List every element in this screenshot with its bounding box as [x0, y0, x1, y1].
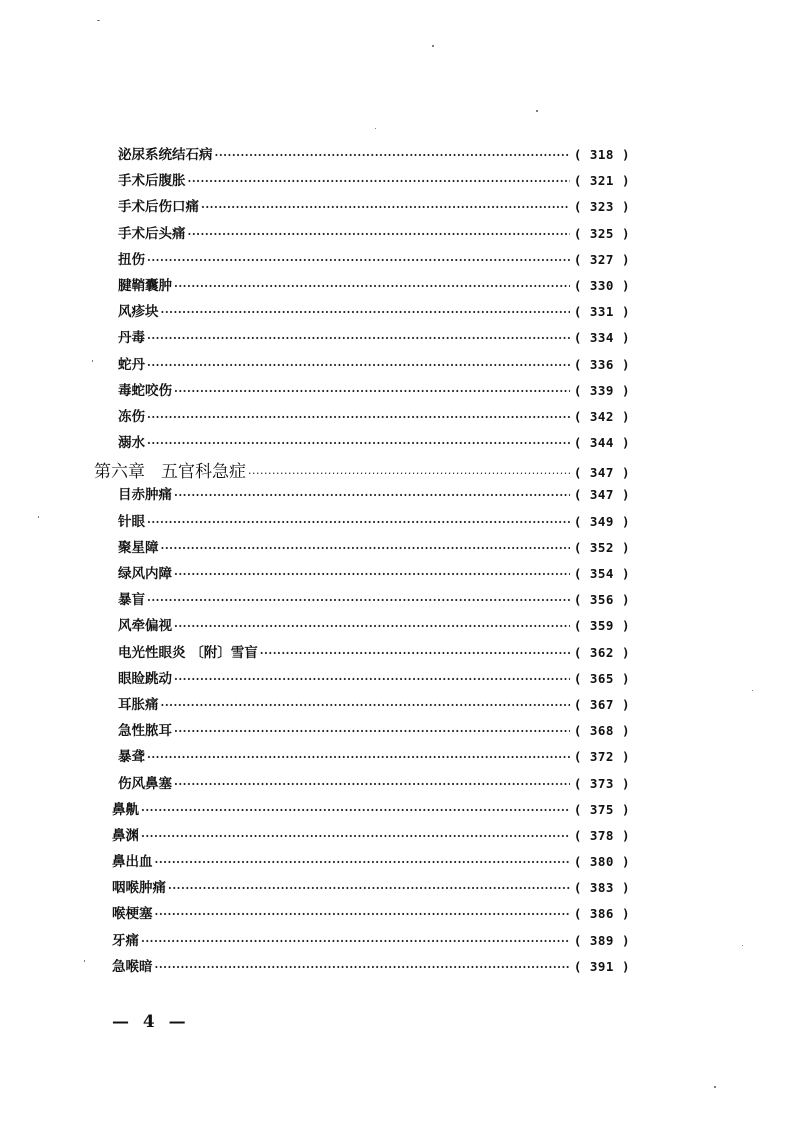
- scan-speck: [742, 945, 743, 946]
- toc-entry-title: 急性脓耳: [118, 723, 172, 740]
- toc-entry: [94, 431, 630, 457]
- toc-entry-page: ( 349 ): [573, 513, 630, 529]
- toc-entry-title: 喉梗塞: [112, 906, 153, 923]
- toc-entry-page: ( 344 ): [573, 435, 630, 451]
- toc-leader-dots: [155, 961, 570, 974]
- toc-entry-page: ( 378 ): [573, 827, 630, 843]
- toc-leader-dots: [174, 673, 570, 686]
- chapter-number: 第六章: [94, 462, 145, 483]
- toc-entry-title: 手术后腹胀: [118, 173, 186, 190]
- toc-entry-page: ( 323 ): [573, 199, 630, 215]
- toc-entry-page: ( 339 ): [573, 382, 630, 398]
- toc-leader-dots: [141, 804, 570, 817]
- toc-leader-dots: [174, 385, 570, 398]
- toc-entry-page: ( 330 ): [573, 277, 630, 293]
- toc-entry-title: 伤风鼻塞: [118, 775, 172, 792]
- toc-entry: [94, 902, 630, 928]
- toc-entry-page: ( 362 ): [573, 644, 630, 660]
- toc-entry-page: ( 347 ): [573, 465, 630, 481]
- toc-entry-title: 目赤肿痛: [118, 487, 172, 504]
- toc-leader-dots: [174, 280, 570, 293]
- table-of-contents: [94, 143, 630, 981]
- toc-entry-page: ( 365 ): [573, 670, 630, 686]
- toc-entry: [94, 300, 630, 326]
- toc-leader-dots: [147, 359, 570, 372]
- scan-speck: [92, 360, 93, 362]
- toc-entry-title: 风疹块: [118, 304, 159, 321]
- scan-speck: [97, 20, 100, 21]
- toc-entry-title: 暴聋: [118, 749, 145, 766]
- toc-leader-dots: [201, 201, 570, 214]
- scan-speck: [714, 1086, 716, 1088]
- scan-speck: [752, 690, 753, 691]
- toc-entry-page: ( 367 ): [573, 696, 630, 712]
- scan-speck: [432, 45, 434, 47]
- toc-entry-title: 鼻渊: [112, 827, 139, 844]
- toc-leader-dots: [147, 594, 570, 607]
- toc-entry-title: 蛇丹: [118, 356, 145, 373]
- toc-entry-page: ( 325 ): [573, 225, 630, 241]
- toc-chapter-heading: [94, 457, 630, 483]
- toc-leader-dots: [161, 542, 570, 555]
- toc-entry-title: 电光性眼炎 〔附〕雪盲: [118, 644, 258, 661]
- toc-leader-dots: [260, 647, 570, 660]
- toc-entry: [94, 667, 630, 693]
- toc-leader-dots: [174, 778, 570, 791]
- toc-entry-page: ( 327 ): [573, 251, 630, 267]
- toc-entry-title: 暴盲: [118, 592, 145, 609]
- toc-leader-dots: [155, 908, 570, 921]
- toc-entry-title: 针眼: [118, 513, 145, 530]
- toc-leader-dots: [188, 228, 570, 241]
- toc-entry-page: ( 342 ): [573, 408, 630, 424]
- toc-entry-page: ( 386 ): [573, 906, 630, 922]
- toc-entry: [94, 483, 630, 509]
- toc-entry-page: ( 373 ): [573, 775, 630, 791]
- toc-entry: [94, 169, 630, 195]
- toc-leader-dots: [174, 568, 570, 581]
- toc-entry: [94, 562, 630, 588]
- toc-entry-title: 耳胀痛: [118, 696, 159, 713]
- toc-entry-page: ( 383 ): [573, 880, 630, 896]
- chapter-title: 五官科急症: [161, 462, 246, 483]
- toc-entry-title: 鼻鼽: [112, 801, 139, 818]
- toc-entry: [94, 222, 630, 248]
- toc-leader-dots: [147, 516, 570, 529]
- toc-leader-dots: [147, 411, 570, 424]
- toc-entry: [94, 745, 630, 771]
- toc-leader-dots: [147, 332, 570, 345]
- toc-leader-dots: [188, 175, 570, 188]
- toc-entry: [94, 614, 630, 640]
- toc-entry-page: ( 389 ): [573, 932, 630, 948]
- toc-entry: [94, 876, 630, 902]
- toc-entry-title: 腱鞘囊肿: [118, 277, 172, 294]
- toc-leader-dots: [147, 751, 570, 764]
- toc-entry-title: 咽喉肿痛: [112, 880, 166, 897]
- toc-leader-dots: [174, 489, 570, 502]
- toc-entry-page: ( 372 ): [573, 749, 630, 765]
- toc-entry-page: ( 318 ): [573, 147, 630, 162]
- scan-speck: [84, 960, 85, 962]
- toc-leader-dots: [215, 149, 570, 162]
- toc-leader-dots: [141, 830, 570, 843]
- toc-entry: [94, 824, 630, 850]
- toc-entry: [94, 693, 630, 719]
- toc-entry-title: 鼻出血: [112, 854, 153, 871]
- scan-speck: [38, 516, 39, 518]
- toc-entry-title: 手术后伤口痛: [118, 199, 199, 216]
- scan-speck: [375, 128, 376, 129]
- toc-leader-dots: [174, 725, 570, 738]
- toc-entry-page: ( 331 ): [573, 304, 630, 320]
- toc-entry: [94, 772, 630, 798]
- toc-entry: [94, 719, 630, 745]
- toc-entry: [94, 143, 630, 169]
- toc-entry-page: ( 356 ): [573, 592, 630, 608]
- toc-entry-page: ( 334 ): [573, 330, 630, 346]
- toc-entry: [94, 405, 630, 431]
- toc-entry-title: 溺水: [118, 435, 145, 452]
- toc-entry-title: 绿风内障: [118, 566, 172, 582]
- toc-entry: [94, 641, 630, 667]
- toc-entry-page: ( 359 ): [573, 618, 630, 634]
- toc-entry-page: ( 321 ): [573, 173, 630, 189]
- toc-entry-page: ( 347 ): [573, 487, 630, 503]
- toc-entry: [94, 798, 630, 824]
- toc-entry-title: 牙痛: [112, 932, 139, 949]
- toc-entry: [94, 536, 630, 562]
- toc-entry: [94, 510, 630, 536]
- toc-entry: [94, 929, 630, 955]
- toc-entry-page: ( 352 ): [573, 539, 630, 555]
- page-number: — 4 —: [112, 1012, 190, 1032]
- toc-leader-dots: [155, 856, 570, 869]
- toc-entry-title: 毒蛇咬伤: [118, 382, 172, 399]
- toc-leader-dots: [161, 306, 570, 319]
- toc-entry: [94, 248, 630, 274]
- toc-entry: [94, 353, 630, 379]
- toc-entry: [94, 274, 630, 300]
- toc-leader-dots: [141, 935, 570, 948]
- toc-entry-title: 手术后头痛: [118, 225, 186, 242]
- toc-entry-page: ( 336 ): [573, 356, 630, 372]
- toc-leader-dots: [147, 437, 570, 450]
- toc-leader-dots: [147, 254, 570, 267]
- toc-entry: [94, 850, 630, 876]
- toc-entry: [94, 195, 630, 221]
- toc-entry-title: 眼睑跳动: [118, 670, 172, 687]
- toc-entry-title: 丹毒: [118, 330, 145, 347]
- toc-entry-title: 急喉暗: [112, 958, 153, 975]
- toc-entry: [94, 955, 630, 981]
- scan-speck: [536, 110, 538, 112]
- toc-entry-page: ( 391 ): [573, 958, 630, 974]
- toc-entry-page: ( 354 ): [573, 566, 630, 581]
- toc-entry-title: 泌尿系统结石病: [118, 147, 213, 163]
- toc-entry-title: 扭伤: [118, 251, 145, 268]
- toc-entry: [94, 326, 630, 352]
- toc-entry-title: 聚星障: [118, 539, 159, 556]
- toc-entry-page: ( 380 ): [573, 854, 630, 870]
- toc-leader-dots: [174, 620, 570, 633]
- toc-entry: [94, 588, 630, 614]
- toc-leader-dots: [161, 699, 570, 712]
- toc-leader-dots: [248, 467, 570, 480]
- toc-entry-page: ( 375 ): [573, 801, 630, 817]
- toc-entry-title: 冻伤: [118, 408, 145, 425]
- toc-leader-dots: [168, 882, 570, 895]
- toc-entry-title: 风牵偏视: [118, 618, 172, 635]
- toc-entry: [94, 379, 630, 405]
- toc-entry-page: ( 368 ): [573, 723, 630, 739]
